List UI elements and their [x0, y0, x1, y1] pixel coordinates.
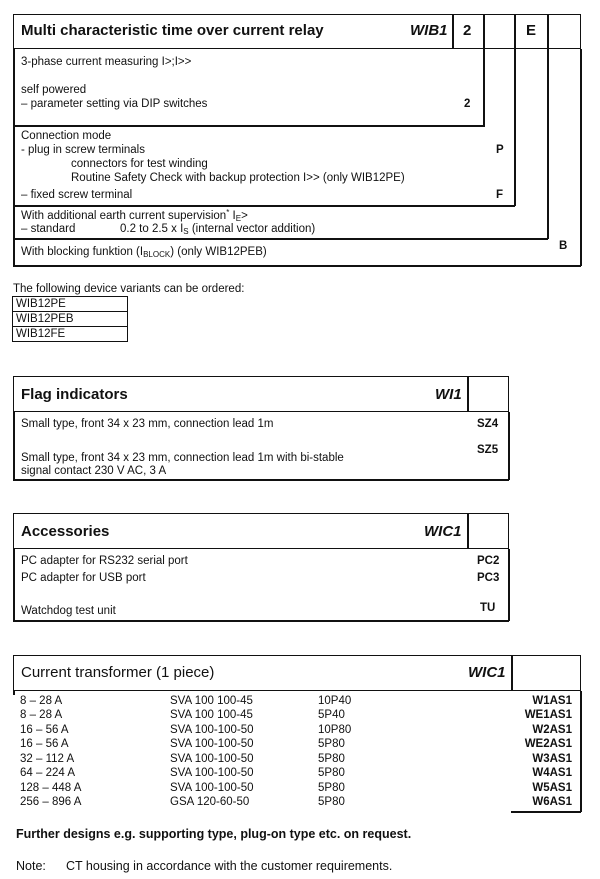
variant-item: WIB12PE [12, 296, 128, 312]
ct-class: 5P40 [318, 709, 345, 721]
flag-row-1: Small type, front 34 x 23 mm, connection lead 1m [21, 418, 274, 430]
acc-code-2: PC3 [477, 572, 500, 584]
ct-range: 8 – 28 A [20, 709, 63, 721]
flags-code-divider [467, 376, 469, 412]
ct-class: 5P80 [318, 796, 345, 808]
self-powered-line: self powered [21, 84, 87, 96]
ct-class: 5P80 [318, 782, 345, 794]
ct-bracket [580, 691, 582, 812]
code-box-3: E [526, 22, 537, 39]
ct-bracket [13, 691, 15, 695]
acc-row-2: PC adapter for USB port [21, 572, 146, 584]
variants-intro: The following device variants can be ordered: [13, 283, 245, 295]
acc-row-3: Watchdog test unit [21, 605, 116, 617]
flag-row-2: Small type, front 34 x 23 mm, connection lead 1m with bi-stable [21, 452, 344, 464]
acc-code-1: PC2 [477, 555, 500, 567]
bracket-line [547, 49, 549, 239]
earth-symbol: I [232, 210, 236, 222]
ct-type: SVA 100-100-50 [170, 753, 254, 765]
acc-bracket [13, 549, 15, 621]
bracket-line [13, 239, 15, 266]
variant-item: WIB12PEB [12, 311, 128, 327]
bracket-line [483, 49, 485, 127]
ct-order-code: W1AS1 [532, 695, 572, 707]
bracket-line [13, 126, 15, 206]
ct-type: SVA 100-100-50 [170, 738, 254, 750]
earth-sub: E [235, 214, 242, 223]
code-divider [452, 14, 454, 49]
ct-order-code: W4AS1 [532, 767, 572, 779]
flags-bottom [13, 479, 509, 481]
ct-bottom [511, 811, 581, 813]
fixed-code: F [496, 189, 504, 201]
code-divider [483, 14, 485, 49]
ct-type: SVA 100 100-45 [170, 695, 253, 707]
flags-bracket [508, 412, 510, 480]
ct-class: 10P40 [318, 695, 352, 707]
acc-bottom [13, 620, 509, 622]
acc-code-3: TU [480, 602, 496, 614]
phase-line: 3-phase current measuring I>;I>> [21, 56, 192, 68]
ct-range: 16 – 56 A [20, 738, 69, 750]
ct-class: 10P80 [318, 724, 352, 736]
earth-line: With additional earth current supervision* $I_E>$ [21, 208, 248, 223]
ct-type: SVA 100-100-50 [170, 767, 254, 779]
code-divider [514, 14, 516, 49]
flag-code-2: SZ5 [477, 444, 499, 456]
ct-range: 128 – 448 A [20, 782, 82, 794]
acc-row-1: PC adapter for RS232 serial port [21, 555, 188, 567]
blocking-line: With blocking funktion $(I_{BLOCK})$ (only WIB12PEB) [21, 246, 267, 259]
bracket-line [13, 205, 515, 207]
ct-class: 5P80 [318, 753, 345, 765]
ct-range: 16 – 56 A [20, 724, 69, 736]
ct-order-code: WE2AS1 [524, 738, 572, 750]
routine-line: Routine Safety Check with backup protection I>> (only WIB12PE) [71, 172, 405, 184]
flags-title: Flag indicators [21, 386, 128, 403]
ct-range: 8 – 28 A [20, 695, 63, 707]
test-winding-line: connectors for test winding [71, 158, 208, 170]
ct-type: SVA 100-100-50 [170, 782, 254, 794]
variant-item: WIB12FE [12, 326, 128, 342]
ct-order-code: W6AS1 [532, 796, 572, 808]
flags-bracket [13, 412, 15, 480]
relay-code: WIB1 [410, 22, 448, 39]
ct-range: 256 – 896 A [20, 796, 82, 808]
bracket-line [13, 49, 15, 126]
earth-prefix: With additional earth current supervision [21, 210, 227, 222]
conn-mode-line: Connection mode [21, 130, 112, 142]
bracket-line [13, 206, 15, 239]
standard-line: – standard [21, 223, 76, 235]
note-label: Note: [16, 859, 46, 873]
acc-code-divider [467, 513, 469, 549]
ct-type: GSA 120-60-50 [170, 796, 250, 808]
blocking-code: B [559, 240, 568, 252]
ct-range: 64 – 224 A [20, 767, 75, 779]
acc-title: Accessories [21, 523, 110, 540]
ct-order-code: W5AS1 [532, 782, 572, 794]
ct-code: WIC1 [468, 664, 506, 681]
bracket-line [580, 49, 582, 266]
ct-code-divider [511, 655, 513, 691]
ct-order-code: WE1AS1 [524, 709, 572, 721]
acc-code: WIC1 [424, 523, 462, 540]
ct-range: 32 – 112 A [20, 753, 75, 765]
plug-code: P [496, 144, 504, 156]
earth-suffix: > [241, 210, 248, 222]
further-designs: Further designs e.g. supporting type, plug-on type etc. on request. [16, 827, 412, 841]
fixed-line: – fixed screw terminal [21, 189, 133, 201]
ct-order-code: W2AS1 [532, 724, 572, 736]
code-divider [547, 14, 549, 49]
bracket-line [13, 125, 484, 127]
ct-class: 5P80 [318, 767, 345, 779]
code-box-1: 2 [463, 22, 472, 39]
flags-code: WI1 [435, 386, 462, 403]
plug-line: - plug in screw terminals [21, 144, 145, 156]
bracket-line [514, 49, 516, 206]
ct-type: SVA 100-100-50 [170, 724, 254, 736]
ct-order-code: W3AS1 [532, 753, 572, 765]
dip-code: 2 [464, 98, 471, 110]
note-text: CT housing in accordance with the customer requirements. [66, 859, 393, 873]
ct-class: 5P80 [318, 738, 345, 750]
standard-range: 0.2 to 2.5 x $I_S$ (internal vector addition) [120, 223, 316, 236]
ct-type: SVA 100 100-45 [170, 709, 253, 721]
flag-row-2b: signal contact 230 V AC, 3 A [21, 465, 167, 477]
acc-bracket [508, 549, 510, 621]
relay-title: Multi characteristic time over current relay [21, 22, 324, 39]
bracket-line [13, 238, 548, 240]
flag-code-1: SZ4 [477, 418, 499, 430]
bracket-line [13, 265, 581, 267]
ct-title: Current transformer (1 piece) [21, 664, 215, 681]
dip-line: – parameter setting via DIP switches [21, 98, 208, 110]
